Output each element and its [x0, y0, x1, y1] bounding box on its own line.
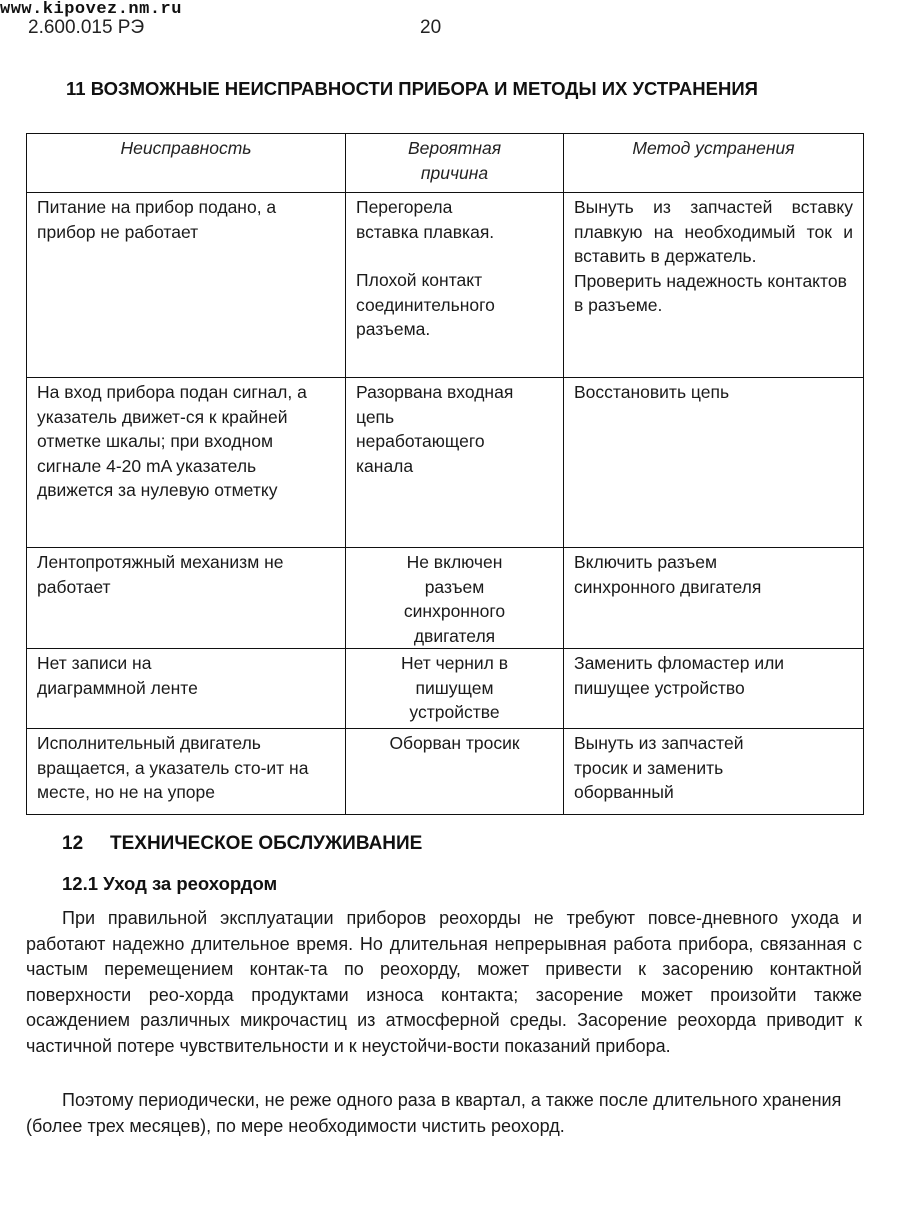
section-11-number: 11 [66, 78, 86, 99]
method-text: Включить разъем синхронного двигателя [574, 552, 762, 597]
subsection-12-1-heading: 12.1 Уход за реохордом [62, 873, 278, 894]
cause-text: Не включен разъем синхронного двигателя [403, 552, 506, 646]
cause-cell [346, 548, 564, 649]
document-code: 2.600.015 РЭ [28, 17, 145, 38]
site-url: www.kipovez.nm.ru [0, 0, 182, 19]
cause-cell [346, 193, 564, 378]
header-cause [346, 134, 564, 193]
faults-table [26, 133, 864, 815]
cause-cell: Оборван тросик [346, 729, 564, 815]
page-number: 20 [420, 17, 442, 38]
cause-text: Перегорела вставка плавкая. [356, 197, 495, 242]
section-12-title: ТЕХНИЧЕСКОЕ ОБСЛУЖИВАНИЕ [110, 833, 423, 854]
section-11-heading [28, 77, 808, 101]
header-cause-label: Вероятная причина [407, 138, 502, 183]
table-row [27, 729, 864, 815]
fault-cell: Лентопротяжный механизм не работает [27, 548, 346, 649]
cause-text: Нет чернил в пишущем устройстве [400, 653, 509, 722]
method-cell [564, 729, 864, 815]
header-fault: Неисправность [27, 134, 346, 193]
header-method: Метод устранения [564, 134, 864, 193]
table-header-row [27, 134, 864, 193]
cause-cell [346, 378, 564, 548]
spacer [356, 244, 553, 268]
table-row [27, 378, 864, 548]
table-row [27, 193, 864, 378]
method-text: Вынуть из запчастей вставку плавкую на необходимый ток и вставить в держатель. [574, 197, 853, 266]
fault-cell: На вход прибора подан сигнал, а указатель движет-ся к крайней отметке шкалы; при входном сигнале 4-20 mA указатель движется за нулевую отметку [27, 378, 346, 548]
fault-cell: Питание на прибор подано, а прибор не работает [27, 193, 346, 378]
method-cell [564, 548, 864, 649]
table-row [27, 649, 864, 729]
method-cell [564, 193, 864, 378]
paragraph: При правильной эксплуатации приборов реохорды не требуют повсе-дневного ухода и работают надежно длительное время. Но длительная непрерывная работа прибора, связанная с частым перемещением контак-та по реохорду, может привести к засорению контактной поверхности рео-хорда продуктами износа контакта; засорение может произойти также осаждением различных микрочастиц из атмосферной среды. Засорение реохорда приводит к частичной потере чувствительности и к неустойчи-вости показаний прибора. [26, 908, 862, 1056]
fault-text: Нет записи на диаграммной ленте [37, 653, 198, 698]
fault-cell [27, 649, 346, 729]
method-cell: Заменить фломастер или пишущее устройство [564, 649, 864, 729]
paragraph: Поэтому периодически, не реже одного раза в квартал, а также после длительного хранения (более трех месяцев), по мере необходимости чистить реохорд. [26, 1090, 842, 1136]
table-row [27, 548, 864, 649]
method-text: Проверить надежность контактов в разъеме. [574, 270, 847, 315]
section-12-number: 12 [62, 833, 84, 854]
cause-text: Разорвана входная цепь неработающего канала [356, 382, 514, 476]
cause-text: Плохой контакт соединительного разъема. [356, 270, 495, 339]
fault-cell: Исполнительный двигатель вращается, а указатель сто-ит на месте, но не на упоре [27, 729, 346, 815]
section-12-heading [62, 832, 422, 856]
method-cell: Восстановить цепь [564, 378, 864, 548]
cause-cell [346, 649, 564, 729]
section-11-title: ВОЗМОЖНЫЕ НЕИСПРАВНОСТИ ПРИБОРА И МЕТОДЫ ИХ УСТРАНЕНИЯ [90, 78, 758, 99]
method-text: Вынуть из запчастей тросик и заменить оборванный [574, 733, 744, 802]
